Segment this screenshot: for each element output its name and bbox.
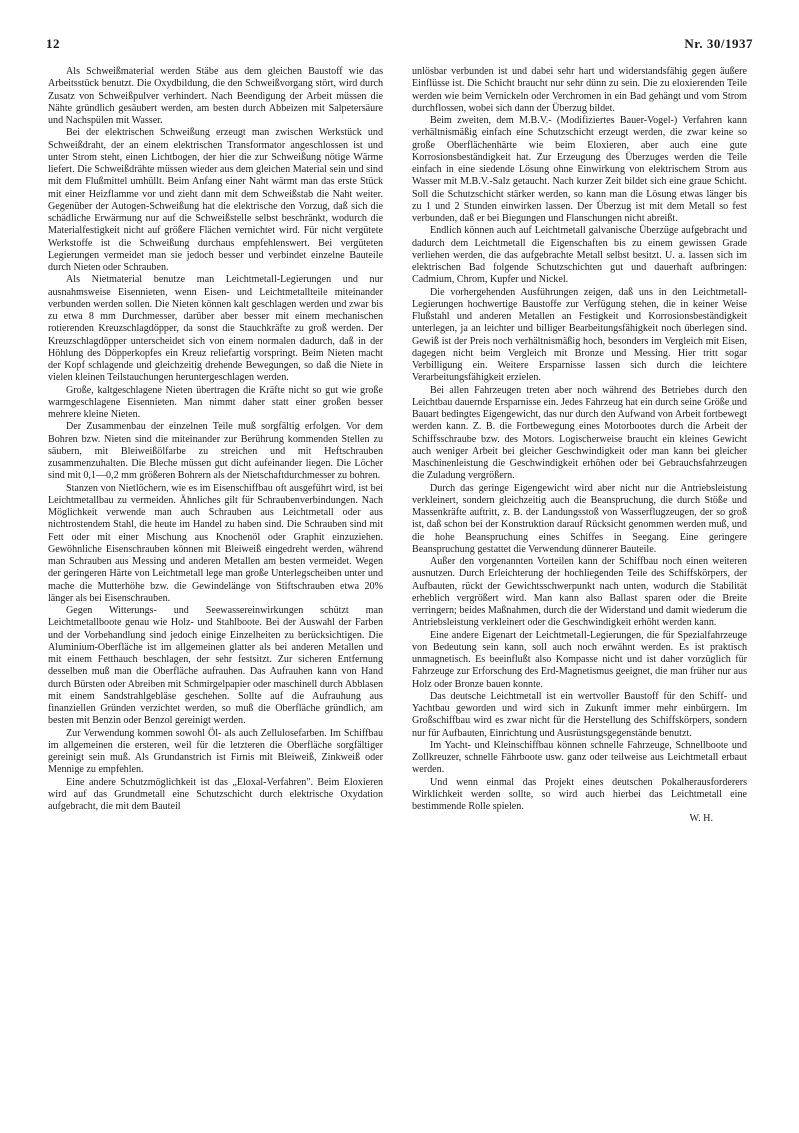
- right-column: [412, 66, 747, 826]
- paragraph: Der Zusammenbau der einzelnen Teile muß sorgfältig erfolgen. Vor dem Bohren bzw. Nieten sind die miteinander zur Berührung kommenden Stellen zu säubern, mit Bleiweißölfarbe zu streichen und mit Heftschrauben zusammenzuhalten. Die Bleche müssen gut dicht aufeinander liegen. Die Löcher sind mit 0,1—0,2 mm größeren Bohrern als der Nietschaftdurchmesser zu bohren.: [48, 421, 383, 482]
- paragraph: Endlich können auch auf Leichtmetall galvanische Überzüge aufgebracht und dadurch dem Leichtmetall die Eigenschaften bis zu einem gewissen Grade verliehen werden, die das aufgebrachte Metall selbst besitzt. U. a. lassen sich im elektrischen Bad folgende Schutzschichten gut und dauerhaft aufbringen: Cadmium, Chrom, Kupfer und Nickel.: [412, 225, 747, 286]
- paragraph: Das deutsche Leichtmetall ist ein wertvoller Baustoff für den Schiff- und Yachtbau geworden und wird sich in Zukunft immer mehr einbürgern. Im Großschiffbau wird es zwar nicht für die Herstellung des Schiffskörpers, sondern nur für Aufbauten, Einrichtung und Ausrüstungsgegenstände benutzt.: [412, 690, 747, 739]
- page-number: 12: [46, 36, 60, 51]
- paragraph: Gegen Witterungs- und Seewassereinwirkungen schützt man Leichtmetallboote genau wie Holz- und Stahlboote. Bei der Auswahl der Farben und der Vorbehandlung sind jedoch einige Einzelheiten zu berücksichtigen. Die Aluminium-Oberfläche ist im allgemeinen glatter als bei anderen Metallen und mit einem Fetthauch beschlagen, der sehr festsitzt. Zur sicheren Entfernung desselben muß man die Oberfläche aufrauhen. Das Aufrauhen kann von Hand durch Bürsten oder Abreiben mit Schmirgelpapier oder maschinell durch Abblasen mit einem Sandstrahlgebläse geschehen. Sollte auf die Aufrauhung aus finanziellen Gründen verzichtet werden, so muß die Oberfläche gründlich, am besten mit Benzin oder Benzol gereinigt werden.: [48, 605, 383, 727]
- paragraph: Im Yacht- und Kleinschiffbau können schnelle Fahrzeuge, Schnellboote und Zollkreuzer, schnelle Fährboote usw. ganz oder teilweise aus Leichtmetall erbaut werden.: [412, 739, 747, 776]
- paragraph: Als Schweißmaterial werden Stäbe aus dem gleichen Baustoff wie das Arbeitsstück benutzt. Die Oxydbildung, die den Schweißvorgang stört, wird durch Zusatz von Schweißpulver verhindert. Nach Beendigung der Arbeit müssen die Nähte gründlich gesäubert werden, am besten durch Abbeizen mit Salpetersäure und Nachspülen mit Wasser.: [48, 66, 383, 126]
- paragraph: Die vorhergehenden Ausführungen zeigen, daß uns in den Leichtmetall-Legierungen hochwertige Baustoffe zur Verfügung stehen, die in keiner Weise Flußstahl und anderen Metallen an Festigkeit und Korrosionsbeständigkeit unterlegen, ja an leichter und billiger Bearbeitungsfähigkeit noch überlegen sind. Gewiß ist der Preis noch verhältnismäßig hoch, besonders im Vergleich mit Eisen, dagegen nicht beim Vergleich mit Bronze und Messing. Hier tritt sogar Verbilligung ein. Weitere Ersparnisse lassen sich durch die leichtere Verarbeitungsfähigkeit erzielen.: [412, 286, 747, 384]
- paragraph: Große, kaltgeschlagene Nieten übertragen die Kräfte nicht so gut wie große warmgeschlagene Eisennieten. Man nimmt daher statt einer großen besser mehrere kleine Nieten.: [48, 384, 383, 420]
- paragraph: Eine andere Schutzmöglichkeit ist das „Eloxal-Verfahren". Beim Eloxieren wird auf das Grundmetall eine Schutzschicht durch elektrische Oxydation aufgebracht, die mit dem Bauteil: [48, 776, 383, 812]
- paragraph: Durch das geringe Eigengewicht wird aber nicht nur die Antriebsleistung verkleinert, sondern gleichzeitig auch die Beanspruchung, die durch Stöße und Massenkräfte auftritt, z. B. der Landungsstoß von Wasserflugzeugen, der so groß ist, daß schon bei der Konstruktion darauf Rücksicht genommen werden muß, und die hohe Beanspruchung eines Schiffes in Seegang. Eine geringere Beanspruchung gestattet die Verwendung dünnerer Bauteile.: [412, 482, 747, 555]
- paragraph: Außer den vorgenannten Vorteilen kann der Schiffbau noch einen weiteren ausnutzen. Durch Erleichterung der hochliegenden Teile des Schiffskörpers, der Aufbauten, rückt der Gewichtsschwerpunkt nach unten, wodurch die Stabilität erheblich vergrößert wird. Man kann also Ballast sparen oder die Breite verringern; beides Maßnahmen, durch die der Widerstand und damit wiederum die Antriebsleistung verkleinert oder die Geschwindigkeit erhöht werden kann.: [412, 556, 747, 629]
- paragraph: Bei der elektrischen Schweißung erzeugt man zwischen Werkstück und Schweißdraht, der an einem elektrischen Transformator angeschlossen ist und unter Strom steht, einen Lichtbogen, der hier die zur Schweißung nötige Wärme liefert. Die Schweißdrähte müssen wieder aus dem gleichen Material sein und sind mit dem Flußmittel umhüllt. Beim Anfang einer Naht wärmt man das erste Stück mit einer Heizflamme vor und zieht dann mit dem Schweißstab die Naht weiter. Gegenüber der Autogen-Schweißung hat die elektrische den Vorzug, daß sich die schädliche Erwärmung nur auf die Schweißstelle selbst beschränkt, wodurch die Materialfestigkeit nicht auf größere Flächen vernichtet wird. Für nicht vergütete Werkstoffe ist die Schweißung durchaus empfehlenswert. Bei vergüteten Legierungen vermeidet man sie jedoch besser und verbindet einzelne Bauteile durch Nieten oder Schrauben.: [48, 127, 383, 273]
- paragraph: Und wenn einmal das Projekt eines deutschen Pokalherausforderers Wirklichkeit werden sollte, so wird auch hierbei das Leichtmetall eine bestimmende Rolle spielen.: [412, 776, 747, 812]
- paragraph: Stanzen von Nietlöchern, wie es im Eisenschiffbau oft ausgeführt wird, ist bei Leichtmetallbau zu vermeiden. Ähnliches gilt für Schraubenverbindungen. Nach Möglichkeit verwende man auch Schrauben aus Leichtmetall oder aus nichtrostendem Stahl, die heute im Handel zu haben sind. Die Schrauben sind mit Fett oder mit einer Mischung aus Knochenöl oder Graphit einzuziehen. Gewöhnliche Eisenschrauben können mit Bleiweiß eingedreht werden, während man Schrauben aus Messing und anderen Metallen am besten vermeidet. Wegen der geringeren Härte von Leichtmetall lege man große Unterlegscheiben unter und mache die Mutterhöhe bzw. die Gewindelänge von Stiftschrauben etwa 20% länger als bei Eisenschrauben.: [48, 482, 383, 604]
- left-column: [48, 66, 383, 813]
- paragraph: Zur Verwendung kommen sowohl Öl- als auch Zellulosefarben. Im Schiffbau im allgemeinen die ersteren, weil für die letzteren die Oberfläche sorgfältiger gereinigt sein muß. Als Grundanstrich ist Firnis mit Bleiweiß, Zinkweiß oder Mennige zu empfehlen.: [48, 727, 383, 776]
- paragraph: Eine andere Eigenart der Leichtmetall-Legierungen, die für Spezialfahrzeuge von Bedeutung sein kann, soll auch noch erwähnt werden. Es ist praktisch unmagnetisch. Es beeinflußt also Kompasse nicht und ist daher vorzüglich für Fahrzeuge zur Erforschung des Erd-Magnetismus geeignet, die man früher nur aus Holz oder Bronze bauen konnte.: [412, 629, 747, 690]
- paragraph: Als Nietmaterial benutze man Leichtmetall-Legierungen und nur ausnahmsweise Eisennieten, wenn Eisen- und Leichtmetallteile miteinander verbunden werden sollen. Die Nieten können kalt geschlagen werden und zwar bis zu etwa 8 mm Durchmesser, darüber aber besser mit einem mechanischen rotierenden Kreuzschlagdöpper, da sonst die Stauchkräfte zu groß werden. Der Kreuzschlagdöpper unterscheidet sich von einem normalen dadurch, daß in der Höhlung des Döpperkopfes ein Kreuz reliefartig vorspringt. Beim Nieten macht der Kopf schlagende und gleichzeitig drehende Bewegungen, so daß die Niete in vielen kleinen Teilstauchungen heruntergeschlagen werden.: [48, 274, 383, 384]
- paragraph: Bei allen Fahrzeugen treten aber noch während des Betriebes durch den Leichtbau dauernde Ersparnisse ein. Jedes Fahrzeug hat ein durch seine Größe und Bauart bedingtes Eigengewicht, das nur durch den Aufwand von Arbeit fortbewegt werden kann. Z. B. die Fortbewegung eines Motorbootes durch die Arbeit der Schiffsschraube bzw. des Motors. Logischerweise braucht ein kleines Gewicht auch weniger Arbeit bei gleicher Geschwindigkeit oder man kann bei gleicher Maschinenleistung die Geschwindigkeit erhöhen oder bei Gebrauchsfahrzeugen die Zuladung vergrößern.: [412, 384, 747, 482]
- paragraph-continued: unlösbar verbunden ist und dabei sehr hart und widerstandsfähig gegen äußere Einflüsse ist. Die Schicht braucht nur sehr dünn zu sein. Die zu eloxierenden Teile werden wie beim Vernickeln oder Verchromen in ein Bad gehängt und vom Strom durchflossen, wobei sich dann der Überzug bildet.: [412, 66, 747, 114]
- issue-number: Nr. 30/1937: [684, 36, 753, 51]
- author-signature: W. H.: [689, 813, 713, 825]
- paragraph: Beim zweiten, dem M.B.V.- (Modifiziertes Bauer-Vogel-) Verfahren kann verhältnismäßig einfach eine Schutzschicht erzeugt werden, die zwar keine so große Oberflächenhärte wie beim Eloxieren, aber auch eine gute Korrosionsbeständigkeit hat. Zur Erzeugung des Überzuges werden die Teile einfach in eine siedende Lösung ohne Einwirkung von elektrischem Strom aus Wasser mit M.B.V.-Salz getaucht. Nach kurzer Zeit bildet sich eine graue Schicht. Soll die Schutzschicht stärker werden, so kann man die Lösung etwas länger bis zu 1 und 2 Stunden einwirken lassen. Der Überzug ist mit dem Metall so fest verbunden, daß er bei Biegungen und Flanschungen nicht abreißt.: [412, 115, 747, 224]
